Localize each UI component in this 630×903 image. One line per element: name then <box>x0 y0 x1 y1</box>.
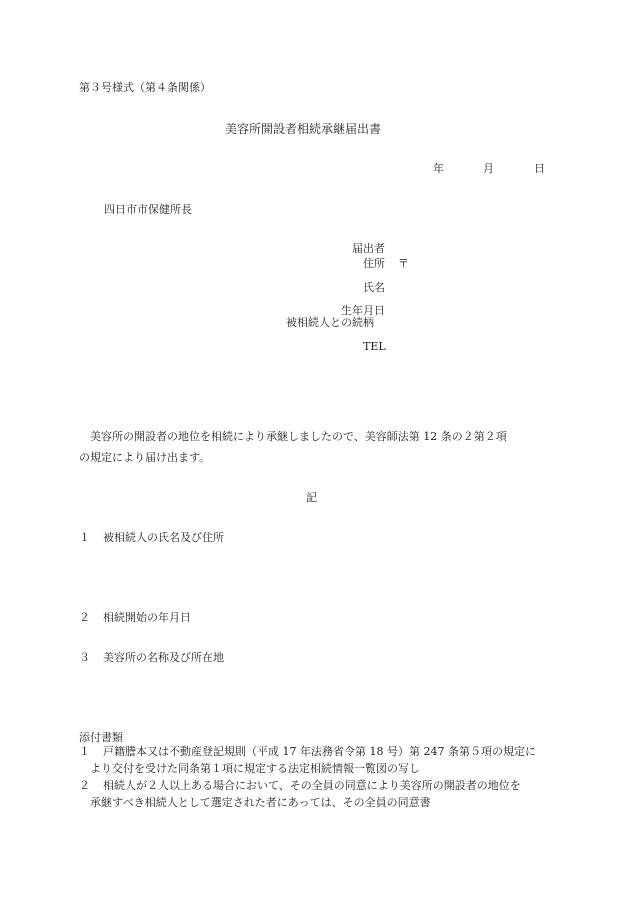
item-number: １ <box>79 531 90 544</box>
postal-mark: 〒 <box>398 257 409 270</box>
item-inheritance-date <box>79 612 191 623</box>
attachment-text-line-2: 承継すべき相続人として選定された者にあっては、その全員の同意書 <box>90 796 431 809</box>
attachment-number: １ <box>79 745 90 758</box>
item-deceased-name-address <box>79 532 224 543</box>
date-year-label: 年 <box>433 162 444 175</box>
birthdate-label: 生年月日 <box>341 304 385 317</box>
document-title: 美容所開設者相続承継届出書 <box>225 122 382 136</box>
form-number: 第３号様式（第４条関係） <box>79 81 211 94</box>
address-label: 住所 <box>363 257 385 270</box>
applicant-heading: 届出者 <box>352 242 385 255</box>
attachments-heading: 添付書類 <box>79 731 123 744</box>
record-heading: 記 <box>306 491 317 504</box>
attachment-text-line-2: より交付を受けた同条第１項に規定する法定相続情報一覧図の写し <box>90 762 420 775</box>
attachment-number: ２ <box>79 779 90 792</box>
item-salon-name-location <box>79 652 224 663</box>
item-label: 相続開始の年月日 <box>103 611 191 624</box>
tel-label: TEL <box>363 340 386 353</box>
item-label: 被相続人の氏名及び住所 <box>103 531 224 544</box>
date-day-label: 日 <box>534 162 545 175</box>
addressee: 四日市市保健所長 <box>104 203 192 216</box>
statement-line-2: の規定により届け出ます。 <box>79 451 211 464</box>
date-month-label: 月 <box>483 162 494 175</box>
attachment-text-line-1: 戸籍謄本又は不動産登記規則（平成 17 年法務省令第 18 号）第 247 条第５項の規定に <box>103 745 536 758</box>
item-label: 美容所の名称及び所在地 <box>103 651 224 664</box>
item-number: ３ <box>79 651 90 664</box>
name-label: 氏名 <box>363 281 385 294</box>
relation-label: 被相続人との続柄 <box>286 316 374 329</box>
attachment-text-line-1: 相続人が２人以上ある場合において、その全員の同意により美容所の開設者の地位を <box>103 779 521 792</box>
item-number: ２ <box>79 611 90 624</box>
statement-line-1: 美容所の開設者の地位を相続により承継しましたので、美容師法第 12 条の２第２項 <box>90 430 507 443</box>
